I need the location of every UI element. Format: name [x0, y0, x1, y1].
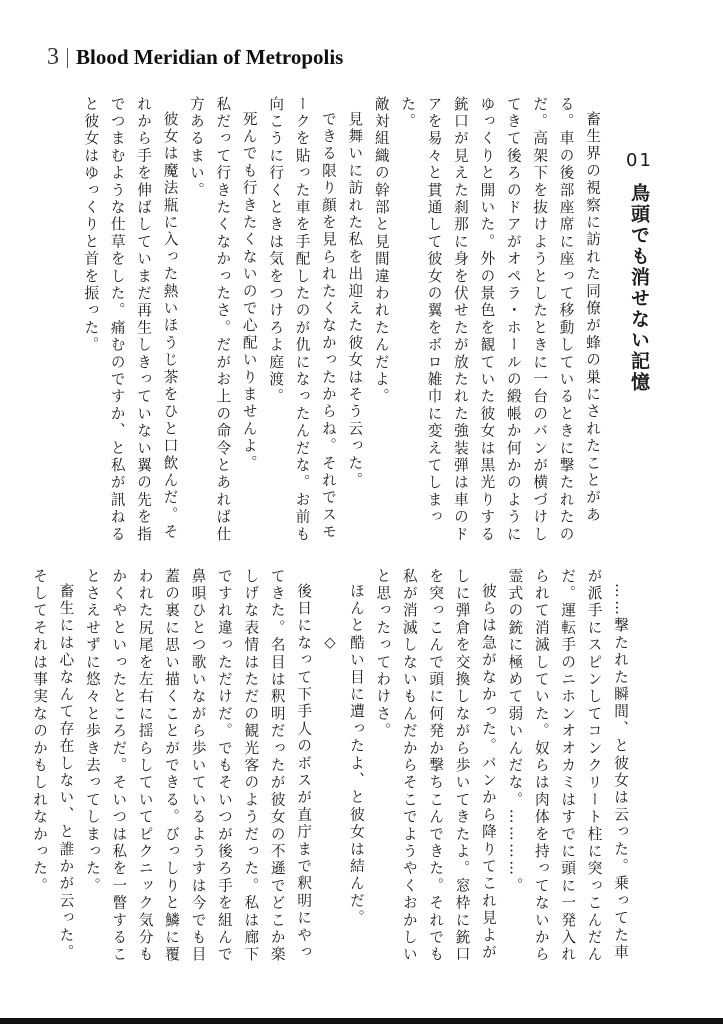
header-separator — [67, 48, 68, 68]
paragraph: できる限り顔を見られたくなかったからね。それでスモークを貼った車を手配したのが仇になったんだな。お前も向こうに行くときは気をつけろよ庭渡。 — [267, 96, 337, 544]
paragraph: 死んでも行きたくないので心配いりませんよ。 — [240, 110, 258, 472]
section-break-diamond: ◇ — [321, 633, 339, 654]
page-header — [47, 44, 343, 71]
paragraph: 畜生界の視察に訪れた同僚が蜂の巣にされたことがある。車の後部座席に座って移動しているときに撃たれたのだ。高架下を抜けようとしたときに一台のバンが横づけしてきて後ろのドアがオペラ・ホールの緞帳か何かのようにゆっくりと開いた。外の景色を観ていた彼女は黒光りする銃口が見えた刹那に身を伏せたが放たれた強装弾は車のドアを易々と貫通して彼女の翼をボロ雑巾に変えてしまった。 — [399, 96, 601, 544]
paragraph: 彼女は魔法瓶に入った熱いほうじ茶をひと口飲んだ。それから手を伸ばしていまだ再生しきっていない翼の先を指でつまむような仕草をした。痛むのですか、と私が訊ねると彼女はゆっくりと首を振った。 — [82, 96, 179, 544]
lower-text-block — [26, 568, 633, 973]
upper-text-block — [77, 96, 605, 546]
chapter-number: 01 — [626, 150, 653, 171]
page-bottom-rule — [0, 1018, 723, 1024]
book-title: Blood Meridian of Metropolis — [76, 45, 344, 69]
paragraph: 後日になって下手人のボスが直庁まで釈明にやってきた。名目は釈明だったが彼女の不遜でどこか楽しげな表情はただの観光客のようだった。私は廊下ですれ違っただけだ。でもそいつが後ろ手を組んで鼻唄ひとつ歌いながら歩いているようすは今でも目蓋の裏に思い描くことができる。びっしりと鱗に覆われた尻尾を左右に揺らしていてピクニック気分もかくやといったところだ。そいつは私を一瞥することさえせずに悠々と歩き去ってしまった。 — [83, 568, 313, 964]
paragraph: ……撃たれた瞬間、と彼女は云った。乗ってた車が派手にスピンしてコンクリート柱に突っこんだんだ。運転手のニホンオオカミはすでに頭に一発入れられて消滅していた。奴らは肉体を持ってないから霊式の銃に極めて弱いんだな。…………。 — [506, 568, 629, 964]
page-number: 3 — [47, 44, 59, 70]
paragraph: 彼らは急がなかった。バンから降りてこれ見よがしに弾倉を交換しながら歩いてきたよ。窓枠に銃口を突っこんで頭に何発か撃ちこんできた。それでも私が消滅しないもんだからそこでようやくおかしいと思ったってわけさ。 — [374, 568, 497, 964]
chapter-title: 鳥頭でも消せない記憶 — [628, 183, 650, 393]
paragraph: ほんと酷い目に遭ったよ、と彼女は結んだ。 — [347, 582, 365, 927]
paragraph: 見舞いに訪れた私を出迎えた彼女はそう云った。 — [346, 110, 364, 489]
paragraph: 私だって行きたくなかったさ。だがお上の命令とあれば仕方あるまい。 — [187, 96, 232, 544]
paragraph: 畜生には心なんて存在しない、と誰かが云った。そしてそれは事実なのかもしれなかった。 — [31, 568, 75, 961]
chapter-heading — [626, 150, 653, 393]
paragraph: 敵対組織の幹部と見間違われたんだよ。 — [372, 96, 390, 406]
